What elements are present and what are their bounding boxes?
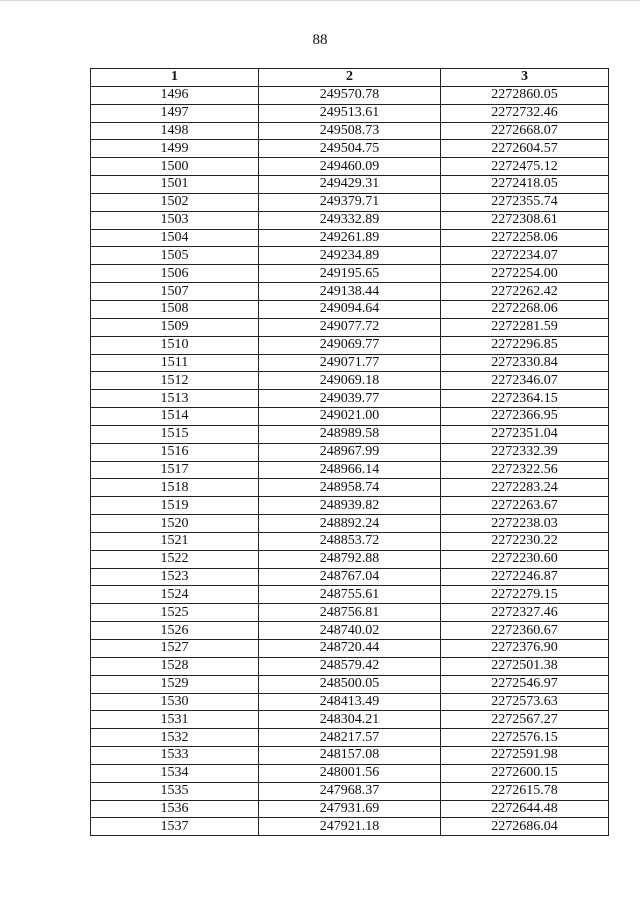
point-number-cell: 1536 [91,800,259,818]
header-col-1: 1 [91,69,259,87]
table-row [91,247,609,265]
point-number-cell: 1521 [91,532,259,550]
point-number-cell: 1502 [91,193,259,211]
x-coordinate-cell: 248720.44 [259,640,441,658]
point-number-cell: 1501 [91,176,259,194]
point-number-cell: 1516 [91,443,259,461]
table-row [91,336,609,354]
point-number-cell: 1508 [91,300,259,318]
point-number-cell: 1498 [91,122,259,140]
y-coordinate-cell: 2272591.98 [441,747,609,765]
y-coordinate-cell: 2272366.95 [441,408,609,426]
scan-edge [0,0,640,1]
point-number-cell: 1528 [91,657,259,675]
table-row [91,818,609,836]
x-coordinate-cell: 249460.09 [259,158,441,176]
y-coordinate-cell: 2272262.42 [441,283,609,301]
point-number-cell: 1511 [91,354,259,372]
x-coordinate-cell: 248792.88 [259,550,441,568]
y-coordinate-cell: 2272296.85 [441,336,609,354]
point-number-cell: 1534 [91,764,259,782]
point-number-cell: 1524 [91,586,259,604]
y-coordinate-cell: 2272254.00 [441,265,609,283]
y-coordinate-cell: 2272668.07 [441,122,609,140]
point-number-cell: 1537 [91,818,259,836]
table-row [91,461,609,479]
table-row [91,354,609,372]
y-coordinate-cell: 2272327.46 [441,604,609,622]
point-number-cell: 1510 [91,336,259,354]
x-coordinate-cell: 248740.02 [259,622,441,640]
table-row [91,140,609,158]
table-row [91,193,609,211]
x-coordinate-cell: 248989.58 [259,425,441,443]
x-coordinate-cell: 248001.56 [259,764,441,782]
table-row [91,693,609,711]
table-row [91,300,609,318]
y-coordinate-cell: 2272258.06 [441,229,609,247]
point-number-cell: 1519 [91,497,259,515]
x-coordinate-cell: 249021.00 [259,408,441,426]
y-coordinate-cell: 2272501.38 [441,657,609,675]
y-coordinate-cell: 2272567.27 [441,711,609,729]
point-number-cell: 1515 [91,425,259,443]
y-coordinate-cell: 2272238.03 [441,515,609,533]
table-row [91,747,609,765]
point-number-cell: 1499 [91,140,259,158]
page-number: 88 [312,32,328,48]
point-number-cell: 1505 [91,247,259,265]
y-coordinate-cell: 2272576.15 [441,729,609,747]
point-number-cell: 1509 [91,318,259,336]
x-coordinate-cell: 249195.65 [259,265,441,283]
table-row [91,711,609,729]
y-coordinate-cell: 2272573.63 [441,693,609,711]
y-coordinate-cell: 2272475.12 [441,158,609,176]
table-row [91,86,609,104]
x-coordinate-cell: 249071.77 [259,354,441,372]
y-coordinate-cell: 2272360.67 [441,622,609,640]
x-coordinate-cell: 249513.61 [259,104,441,122]
x-coordinate-cell: 248767.04 [259,568,441,586]
x-coordinate-cell: 249261.89 [259,229,441,247]
x-coordinate-cell: 249332.89 [259,211,441,229]
x-coordinate-cell: 249138.44 [259,283,441,301]
x-coordinate-cell: 249234.89 [259,247,441,265]
point-number-cell: 1500 [91,158,259,176]
x-coordinate-cell: 248500.05 [259,675,441,693]
point-number-cell: 1512 [91,372,259,390]
y-coordinate-cell: 2272268.06 [441,300,609,318]
point-number-cell: 1525 [91,604,259,622]
y-coordinate-cell: 2272355.74 [441,193,609,211]
y-coordinate-cell: 2272230.22 [441,532,609,550]
table-row [91,640,609,658]
table-row [91,122,609,140]
y-coordinate-cell: 2272332.39 [441,443,609,461]
x-coordinate-cell: 249508.73 [259,122,441,140]
y-coordinate-cell: 2272604.57 [441,140,609,158]
x-coordinate-cell: 248967.99 [259,443,441,461]
table-row [91,568,609,586]
point-number-cell: 1520 [91,515,259,533]
point-number-cell: 1504 [91,229,259,247]
table-row [91,675,609,693]
y-coordinate-cell: 2272308.61 [441,211,609,229]
point-number-cell: 1522 [91,550,259,568]
table-row [91,479,609,497]
table-row [91,604,609,622]
y-coordinate-cell: 2272281.59 [441,318,609,336]
table-row [91,390,609,408]
point-number-cell: 1532 [91,729,259,747]
y-coordinate-cell: 2272283.24 [441,479,609,497]
y-coordinate-cell: 2272418.05 [441,176,609,194]
table-row [91,515,609,533]
table-row [91,764,609,782]
x-coordinate-cell: 248892.24 [259,515,441,533]
x-coordinate-cell: 248939.82 [259,497,441,515]
y-coordinate-cell: 2272246.87 [441,568,609,586]
table-row [91,265,609,283]
table-row [91,158,609,176]
x-coordinate-cell: 249077.72 [259,318,441,336]
table-row [91,532,609,550]
y-coordinate-cell: 2272346.07 [441,372,609,390]
x-coordinate-cell: 249069.77 [259,336,441,354]
x-coordinate-cell: 249504.75 [259,140,441,158]
y-coordinate-cell: 2272615.78 [441,782,609,800]
table-row [91,425,609,443]
x-coordinate-cell: 248157.08 [259,747,441,765]
table-row [91,318,609,336]
table-row [91,176,609,194]
x-coordinate-cell: 248304.21 [259,711,441,729]
x-coordinate-cell: 248579.42 [259,657,441,675]
y-coordinate-cell: 2272732.46 [441,104,609,122]
y-coordinate-cell: 2272263.67 [441,497,609,515]
table-row [91,104,609,122]
y-coordinate-cell: 2272364.15 [441,390,609,408]
header-col-2: 2 [259,69,441,87]
table-row [91,372,609,390]
table-row [91,229,609,247]
x-coordinate-cell: 249039.77 [259,390,441,408]
point-number-cell: 1507 [91,283,259,301]
table-row [91,283,609,301]
y-coordinate-cell: 2272644.48 [441,800,609,818]
x-coordinate-cell: 247931.69 [259,800,441,818]
x-coordinate-cell: 248217.57 [259,729,441,747]
y-coordinate-cell: 2272351.04 [441,425,609,443]
header-row [91,69,609,87]
x-coordinate-cell: 249379.71 [259,193,441,211]
y-coordinate-cell: 2272330.84 [441,354,609,372]
table-row [91,550,609,568]
x-coordinate-cell: 249570.78 [259,86,441,104]
table-row [91,657,609,675]
y-coordinate-cell: 2272322.56 [441,461,609,479]
table-header [91,69,609,87]
y-coordinate-cell: 2272234.07 [441,247,609,265]
table-row [91,782,609,800]
point-number-cell: 1533 [91,747,259,765]
x-coordinate-cell: 249429.31 [259,176,441,194]
x-coordinate-cell: 247921.18 [259,818,441,836]
point-number-cell: 1535 [91,782,259,800]
table-row [91,586,609,604]
x-coordinate-cell: 248853.72 [259,532,441,550]
table-row [91,408,609,426]
point-number-cell: 1503 [91,211,259,229]
point-number-cell: 1527 [91,640,259,658]
y-coordinate-cell: 2272686.04 [441,818,609,836]
x-coordinate-cell: 247968.37 [259,782,441,800]
table-row [91,729,609,747]
point-number-cell: 1517 [91,461,259,479]
x-coordinate-cell: 249069.18 [259,372,441,390]
table-body [91,86,609,835]
coordinates-table [90,68,609,836]
x-coordinate-cell: 248966.14 [259,461,441,479]
table-row [91,211,609,229]
y-coordinate-cell: 2272376.90 [441,640,609,658]
x-coordinate-cell: 248756.81 [259,604,441,622]
point-number-cell: 1526 [91,622,259,640]
y-coordinate-cell: 2272230.60 [441,550,609,568]
table-row [91,443,609,461]
point-number-cell: 1497 [91,104,259,122]
table-row [91,800,609,818]
table-row [91,622,609,640]
y-coordinate-cell: 2272279.15 [441,586,609,604]
point-number-cell: 1506 [91,265,259,283]
point-number-cell: 1531 [91,711,259,729]
point-number-cell: 1523 [91,568,259,586]
point-number-cell: 1529 [91,675,259,693]
point-number-cell: 1496 [91,86,259,104]
header-col-3: 3 [441,69,609,87]
point-number-cell: 1530 [91,693,259,711]
x-coordinate-cell: 248755.61 [259,586,441,604]
y-coordinate-cell: 2272860.05 [441,86,609,104]
x-coordinate-cell: 249094.64 [259,300,441,318]
point-number-cell: 1518 [91,479,259,497]
y-coordinate-cell: 2272546.97 [441,675,609,693]
table-row [91,497,609,515]
y-coordinate-cell: 2272600.15 [441,764,609,782]
x-coordinate-cell: 248413.49 [259,693,441,711]
point-number-cell: 1514 [91,408,259,426]
x-coordinate-cell: 248958.74 [259,479,441,497]
point-number-cell: 1513 [91,390,259,408]
